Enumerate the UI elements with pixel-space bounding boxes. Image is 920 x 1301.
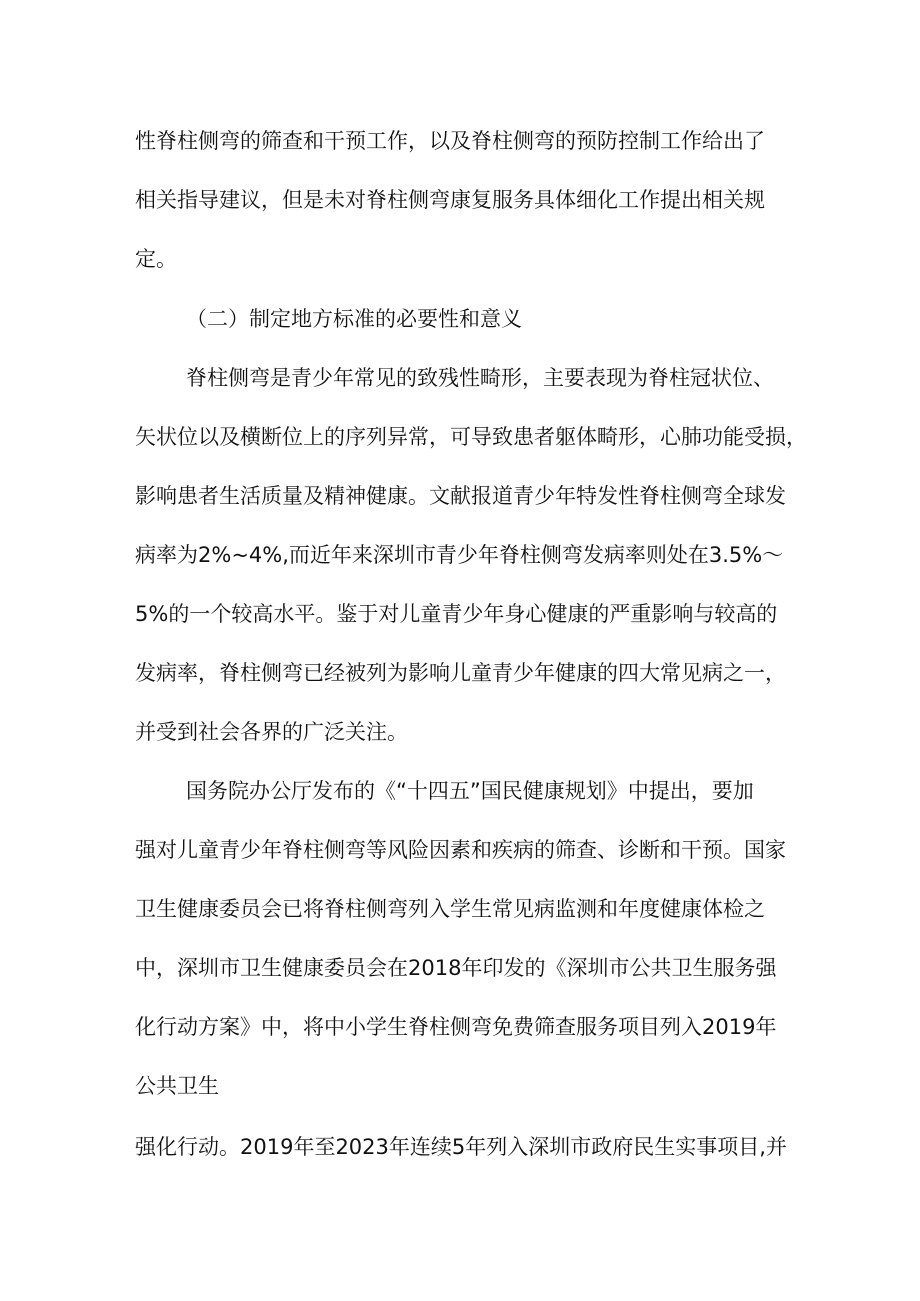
text-line-5: 脊柱侧弯是青少年常见的致残性畸形，主要表现为脊柱冠状位、 bbox=[186, 366, 774, 390]
text-line-15: 中，深圳市卫生健康委员会在2018年印发的《深圳市公共卫生服务强 bbox=[135, 956, 777, 980]
text-line-17: 公共卫生 bbox=[135, 1074, 219, 1098]
text-line-3: 定。 bbox=[135, 247, 177, 271]
text-line-9: 5%的一个较高水平。鉴于对儿童青少年身心健康的严重影响与较高的 bbox=[135, 602, 778, 626]
text-line-12: 国务院办公厅发布的《“十四五”国民健康规划》中提出，要加 bbox=[186, 779, 754, 803]
text-line-11: 并受到社会各界的广泛关注。 bbox=[135, 720, 408, 744]
text-line-8: 病率为2%~4%,而近年来深圳市青少年脊柱侧弯发病率则处在3.5%～ bbox=[135, 543, 784, 567]
text-line-1: 性脊柱侧弯的筛查和干预工作，以及脊柱侧弯的预防控制工作给出了 bbox=[135, 129, 765, 153]
text-line-14: 卫生健康委员会已将脊柱侧弯列入学生常见病监测和年度健康体检之 bbox=[135, 897, 765, 921]
text-line-7: 影响患者生活质量及精神健康。文献报道青少年特发性脊柱侧弯全球发 bbox=[135, 484, 786, 508]
text-line-6: 矢状位以及横断位上的序列异常，可导致患者躯体畸形，心肺功能受损， bbox=[135, 425, 807, 449]
text-line-2: 相关指导建议，但是未对脊柱侧弯康复服务具体细化工作提出相关规 bbox=[135, 188, 765, 212]
section-heading: （二）制定地方标准的必要性和意义 bbox=[186, 307, 522, 331]
text-line-16: 化行动方案》中，将中小学生脊柱侧弯免费筛查服务项目列入2019年 bbox=[135, 1015, 777, 1039]
text-line-18: 强化行动。2019年至2023年连续5年列入深圳市政府民生实事项目,并 bbox=[135, 1135, 787, 1159]
text-line-13: 强对儿童青少年脊柱侧弯等风险因素和疾病的筛查、诊断和干预。国家 bbox=[135, 838, 786, 862]
text-line-10: 发病率，脊柱侧弯已经被列为影响儿童青少年健康的四大常见病之一， bbox=[135, 661, 786, 685]
